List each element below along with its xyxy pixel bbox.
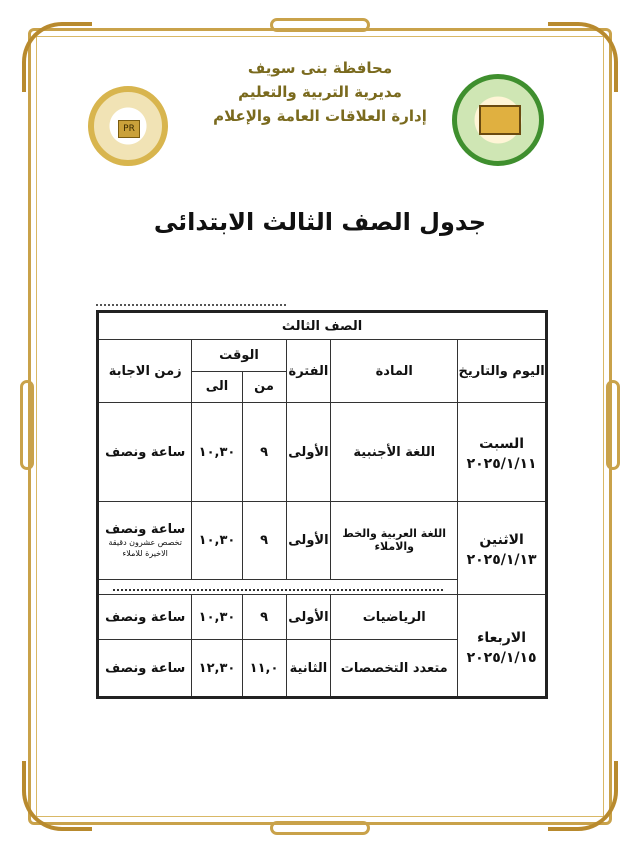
column-header-time: الوقت [192, 340, 286, 372]
subject-cell: الرياضيات [331, 595, 458, 640]
duration-value: ساعة ونصف [105, 521, 186, 537]
department-name: إدارة العلاقات العامة والإعلام [213, 107, 427, 125]
day-cell [458, 595, 547, 698]
duration-cell: ساعة ونصف [98, 403, 192, 502]
day-date: ٢٠٢٥/١/١١ [466, 456, 537, 472]
column-header-subject: المادة [331, 340, 458, 403]
to-cell: ١٠,٣٠ [192, 595, 242, 640]
column-header-to: الى [192, 371, 242, 403]
column-header-day: اليوم والتاريخ [458, 340, 547, 403]
duration-cell: ساعة ونصف [98, 595, 192, 640]
period-cell: الثانية [286, 640, 331, 698]
to-cell: ١٠,٣٠ [192, 403, 242, 502]
column-header-from: من [242, 371, 286, 403]
day-cell [458, 403, 547, 502]
directorate-name: مديرية التربية والتعليم [238, 83, 402, 101]
day-name: السبت [479, 436, 525, 452]
table-row [98, 595, 547, 640]
duration-note: تخصص عشرون دقيقة الاخيرة للاملاء [108, 537, 182, 558]
table-row [98, 403, 547, 502]
from-cell: ١١,٠ [242, 640, 286, 698]
period-cell: الأولى [286, 403, 331, 502]
media-department-logo [88, 86, 168, 166]
frame-side-ornament [20, 380, 34, 470]
day-date: ٢٠٢٥/١/١٣ [466, 552, 537, 568]
book-icon [479, 105, 521, 135]
education-directorate-logo [452, 74, 544, 166]
day-date: ٢٠٢٥/١/١٥ [466, 649, 537, 666]
duration-cell: ساعة ونصف [98, 640, 192, 698]
governorate-name: محافظة بنى سويف [247, 59, 393, 77]
exam-schedule-table [96, 310, 548, 699]
dotted-separator [98, 579, 458, 595]
frame-top-ornament [270, 18, 370, 32]
page-title: جدول الصف الثالث الابتدائى [153, 208, 487, 236]
from-cell: ٩ [242, 595, 286, 640]
frame-bottom-ornament [270, 821, 370, 835]
subject-cell: اللغة العربية والخط والاملاء [331, 502, 458, 580]
duration-cell [98, 502, 192, 580]
to-cell: ١٢,٣٠ [192, 640, 242, 698]
subject-cell: اللغة الأجنبية [331, 403, 458, 502]
subject-cell: متعدد التخصصات [331, 640, 458, 698]
frame-side-ornament [606, 380, 620, 470]
to-cell: ١٠,٣٠ [192, 502, 242, 580]
day-cell [458, 502, 547, 595]
from-cell: ٩ [242, 403, 286, 502]
page-header [200, 56, 440, 128]
table-row [98, 502, 547, 580]
from-cell: ٩ [242, 502, 286, 580]
scan-artifact-line [96, 296, 286, 306]
period-cell: الأولى [286, 502, 331, 580]
column-header-duration: زمن الاجابة [98, 340, 192, 403]
day-name: الاثنين [479, 532, 524, 548]
section-heading: الصف الثالث [98, 312, 547, 340]
logo-emblem-icon: PR [118, 120, 140, 138]
day-name: الاربعاء [477, 629, 527, 646]
column-header-period: الفترة [286, 340, 331, 403]
period-cell: الأولى [286, 595, 331, 640]
